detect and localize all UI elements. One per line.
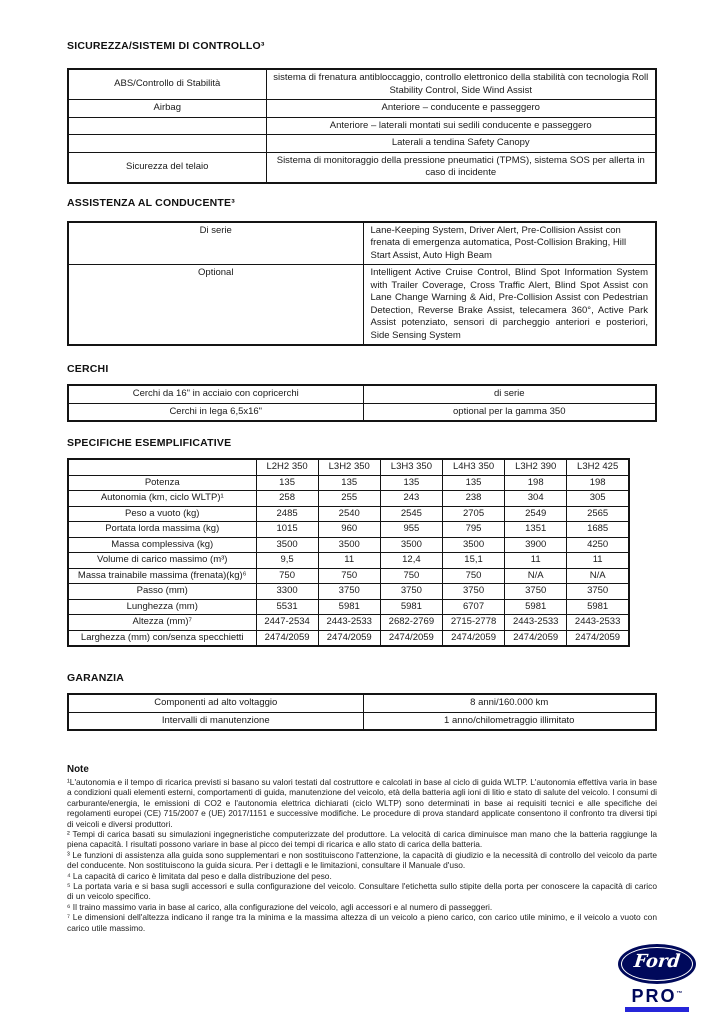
spec-cell: 6707 (442, 599, 504, 615)
table-row (68, 491, 629, 507)
spec-cell: 3500 (318, 537, 380, 553)
spec-cell: 5981 (380, 599, 442, 615)
spec-cell: 5981 (567, 599, 629, 615)
table-row (68, 694, 656, 712)
spec-cell: 3900 (505, 537, 567, 553)
spec-cell: 1351 (505, 522, 567, 538)
value-cell: sistema di frenatura antibloccaggio, controllo elettronico della stabilità con tecnologia Roll Stability Control, Side Wind Assist (266, 69, 656, 100)
value-cell: Sistema di monitoraggio della pressione pneumatici (TPMS), sistema SOS per allerta in caso di incidente (266, 152, 656, 183)
ford-wordmark: Ford (633, 951, 682, 972)
column-header: L3H2 350 (318, 459, 380, 475)
table-row (68, 222, 656, 265)
spec-cell: 2474/2059 (380, 630, 442, 646)
table-row (68, 537, 629, 553)
pro-text: PRO (631, 986, 677, 1006)
spec-cell: 2705 (442, 506, 504, 522)
specifiche-table (67, 458, 630, 647)
table-row (68, 599, 629, 615)
footnote-1: ¹L'autonomia e il tempo di ricarica previsti si basano su valori testati dal costruttore e calcolati in base al ciclo di guida WLTP. L'autonomia effettiva varia in base a condizioni quali elementi esterni, comportamenti di guida, manutenzione del veicolo, età della batteria agli ioni di litio e stato di salute del veicolo. I consumi di carburante/energia, le emissioni di CO2 e l'autonomia elettrica dichiarati (ciclo WLTP) sono determinati in base ai requisiti tecnici e alle specifiche dei regolamenti europei (CE) 715/2007 e (UE) 2017/1151 e successive modifiche. Le procedure di prova standard applicate consentono il confronto tra diversi tipi di veicoli e diversi produttori. (67, 777, 657, 829)
label-cell: Sicurezza del telaio (68, 152, 266, 183)
column-header: L3H2 425 (567, 459, 629, 475)
table-row (68, 568, 629, 584)
spec-cell: 11 (505, 553, 567, 569)
row-label: Massa trainabile massima (frenata)(kg)⁶ (68, 568, 256, 584)
label-cell: Componenti ad alto voltaggio (68, 694, 363, 712)
row-label: Autonomia (km, ciclo WLTP)¹ (68, 491, 256, 507)
spec-cell: 5981 (318, 599, 380, 615)
spec-cell: 3750 (505, 584, 567, 600)
footnote-3: ³ Le funzioni di assistenza alla guida sono supplementari e non sostituiscono l'attenzione, la capacità di giudizio e la necessità di controllo del veicolo da parte del conducente. Non sostituiscono la guida sicura. Per i dettagli e le limitazioni, consultare il Manuale d'uso. (67, 849, 657, 871)
table-row (68, 615, 629, 631)
label-cell: Di serie (68, 222, 363, 265)
spec-cell: 9,5 (256, 553, 318, 569)
table-row (68, 135, 656, 153)
ford-pro-logo (616, 944, 698, 1012)
spec-cell: 255 (318, 491, 380, 507)
spec-cell: 135 (256, 475, 318, 491)
spec-cell: 2682-2769 (380, 615, 442, 631)
row-label: Portata lorda massima (kg) (68, 522, 256, 538)
label-cell (68, 135, 266, 153)
table-row (68, 117, 656, 135)
label-cell: Cerchi in lega 6,5x16" (68, 403, 363, 421)
table-row (68, 475, 629, 491)
value-cell: optional per la gamma 350 (363, 403, 656, 421)
table-row (68, 403, 656, 421)
table-row (68, 522, 629, 538)
spec-cell: 11 (567, 553, 629, 569)
spec-cell: 305 (567, 491, 629, 507)
spec-cell: 2474/2059 (442, 630, 504, 646)
row-label: Volume di carico massimo (m³) (68, 553, 256, 569)
spec-cell: 2549 (505, 506, 567, 522)
table-header-row (68, 459, 629, 475)
value-cell: Lane-Keeping System, Driver Alert, Pre-Collision Assist con frenata di emergenza automatica, Post-Collision Braking, Hill Start Assist, Auto High Beam (363, 222, 656, 265)
garanzia-table (67, 693, 657, 731)
cerchi-table (67, 384, 657, 422)
spec-cell: 2443-2533 (318, 615, 380, 631)
table-row (68, 506, 629, 522)
assistenza-table (67, 221, 657, 347)
spec-cell: 3750 (442, 584, 504, 600)
row-label: Passo (mm) (68, 584, 256, 600)
spec-cell: 2545 (380, 506, 442, 522)
spec-cell: 3500 (256, 537, 318, 553)
label-cell: Airbag (68, 100, 266, 118)
spec-cell: 1685 (567, 522, 629, 538)
spec-cell: 2565 (567, 506, 629, 522)
spec-cell: 2715-2778 (442, 615, 504, 631)
spec-cell: 955 (380, 522, 442, 538)
trademark-symbol: ™ (676, 991, 683, 997)
spec-cell: 3750 (567, 584, 629, 600)
pro-wordmark (616, 985, 698, 1006)
table-row (68, 152, 656, 183)
value-cell: Laterali a tendina Safety Canopy (266, 135, 656, 153)
spec-cell: 1015 (256, 522, 318, 538)
spec-cell: 198 (505, 475, 567, 491)
notes-title: Note (67, 764, 89, 775)
column-header: L3H3 350 (380, 459, 442, 475)
spec-cell: 135 (318, 475, 380, 491)
value-cell: Intelligent Active Cruise Control, Blind Spot Information System with Trailer Coverage, Cross Traffic Alert, Blind Spot Assist con Lane Change Warning & Aid, Pre-Collision Assist con Pedestrian Detection, Reverse Brake Assist, telecamera 360°, Active Park Assist potenziato, sensori di parcheggio anteriori e posteriori, Side Sensing System (363, 265, 656, 346)
spec-cell: 795 (442, 522, 504, 538)
spec-cell: 2443-2533 (567, 615, 629, 631)
table-row (68, 385, 656, 403)
spec-cell: 12,4 (380, 553, 442, 569)
column-header: L4H3 350 (442, 459, 504, 475)
row-label: Massa complessiva (kg) (68, 537, 256, 553)
value-cell: di serie (363, 385, 656, 403)
spec-cell: 304 (505, 491, 567, 507)
spec-cell: N/A (505, 568, 567, 584)
table-row (68, 553, 629, 569)
spec-cell: 11 (318, 553, 380, 569)
label-cell: Intervalli di manutenzione (68, 712, 363, 730)
footnotes-section (67, 764, 657, 933)
spec-cell: 2474/2059 (256, 630, 318, 646)
column-header: L2H2 350 (256, 459, 318, 475)
spec-cell: 2540 (318, 506, 380, 522)
sicurezza-table (67, 68, 657, 184)
spec-cell: 5981 (505, 599, 567, 615)
corner-cell (68, 459, 256, 475)
table-row (68, 100, 656, 118)
row-label: Peso a vuoto (kg) (68, 506, 256, 522)
table-row (68, 584, 629, 600)
footnote-4: ⁴ La capacità di carico è limitata dal peso e dalla distribuzione del peso. (67, 870, 332, 881)
spec-cell: 3750 (380, 584, 442, 600)
footnote-6: ⁶ Il traino massimo varia in base al carico, alla configurazione del veicolo, agli accessori e al numero di passeggeri. (67, 901, 493, 912)
spec-cell: 960 (318, 522, 380, 538)
row-label: Altezza (mm)⁷ (68, 615, 256, 631)
value-cell: 8 anni/160.000 km (363, 694, 656, 712)
section-title-garanzia: GARANZIA (67, 672, 125, 684)
section-title-sicurezza: SICUREZZA/SISTEMI DI CONTROLLO³ (67, 40, 265, 52)
table-row (68, 265, 656, 346)
row-label: Larghezza (mm) con/senza specchietti (68, 630, 256, 646)
footnote-5: ⁵ La portata varia e si basa sugli accessori e sulla configurazione del veicolo. Consultare l'etichetta sullo stipite della porta per conoscere la capacità di carico di un veicolo specifico. (67, 881, 657, 902)
value-cell: Anteriore – laterali montati sui sedili conducente e passeggero (266, 117, 656, 135)
section-title-assistenza: ASSISTENZA AL CONDUCENTE³ (67, 196, 235, 209)
spec-cell: 135 (442, 475, 504, 491)
spec-cell: 3500 (380, 537, 442, 553)
row-label: Potenza (68, 475, 256, 491)
section-title-specifiche: SPECIFICHE ESEMPLIFICATIVE (67, 437, 232, 449)
label-cell: Optional (68, 265, 363, 346)
spec-cell: 2485 (256, 506, 318, 522)
spec-cell: 238 (442, 491, 504, 507)
label-cell: ABS/Controllo di Stabilità (68, 69, 266, 100)
spec-cell: 750 (318, 568, 380, 584)
spec-cell: 2447-2534 (256, 615, 318, 631)
spec-cell: 2474/2059 (567, 630, 629, 646)
spec-cell: 3750 (318, 584, 380, 600)
row-label: Lunghezza (mm) (68, 599, 256, 615)
spec-cell: 5531 (256, 599, 318, 615)
value-cell: 1 anno/chilometraggio illimitato (363, 712, 656, 730)
pro-underline-bar (625, 1007, 689, 1012)
spec-cell: 2474/2059 (505, 630, 567, 646)
label-cell (68, 117, 266, 135)
label-cell: Cerchi da 16" in acciaio con copricerchi (68, 385, 363, 403)
spec-cell: 4250 (567, 537, 629, 553)
spec-cell: 15,1 (442, 553, 504, 569)
table-row (68, 69, 656, 100)
spec-cell: 2443-2533 (505, 615, 567, 631)
spec-cell: 750 (442, 568, 504, 584)
spec-cell: 258 (256, 491, 318, 507)
section-title-cerchi: CERCHI (67, 363, 109, 375)
spec-cell: 3300 (256, 584, 318, 600)
footnote-2: ² Tempi di carica basati su simulazioni ingegneristiche computerizzate del produttore. La velocità di carica diminuisce man mano che la batteria raggiunge la piena capacità. I risultati possono variare in base al picco dei tempi di ricarica e allo stato di carica della batteria. (67, 829, 657, 850)
column-header: L3H2 390 (505, 459, 567, 475)
spec-cell: 750 (256, 568, 318, 584)
spec-cell: 243 (380, 491, 442, 507)
spec-cell: N/A (567, 568, 629, 584)
spec-cell: 198 (567, 475, 629, 491)
spec-cell: 750 (380, 568, 442, 584)
value-cell: Anteriore – conducente e passeggero (266, 100, 656, 118)
spec-cell: 3500 (442, 537, 504, 553)
table-row (68, 712, 656, 730)
ford-oval-icon (618, 944, 696, 984)
footnote-7: ⁷ Le dimensioni dell'altezza indicano il range tra la minima e la massima altezza di un veicolo a pieno carico, con carico utile minimo, e il veicolo a vuoto con carico utile massimo. (67, 912, 657, 933)
spec-cell: 135 (380, 475, 442, 491)
spec-cell: 2474/2059 (318, 630, 380, 646)
table-row (68, 630, 629, 646)
